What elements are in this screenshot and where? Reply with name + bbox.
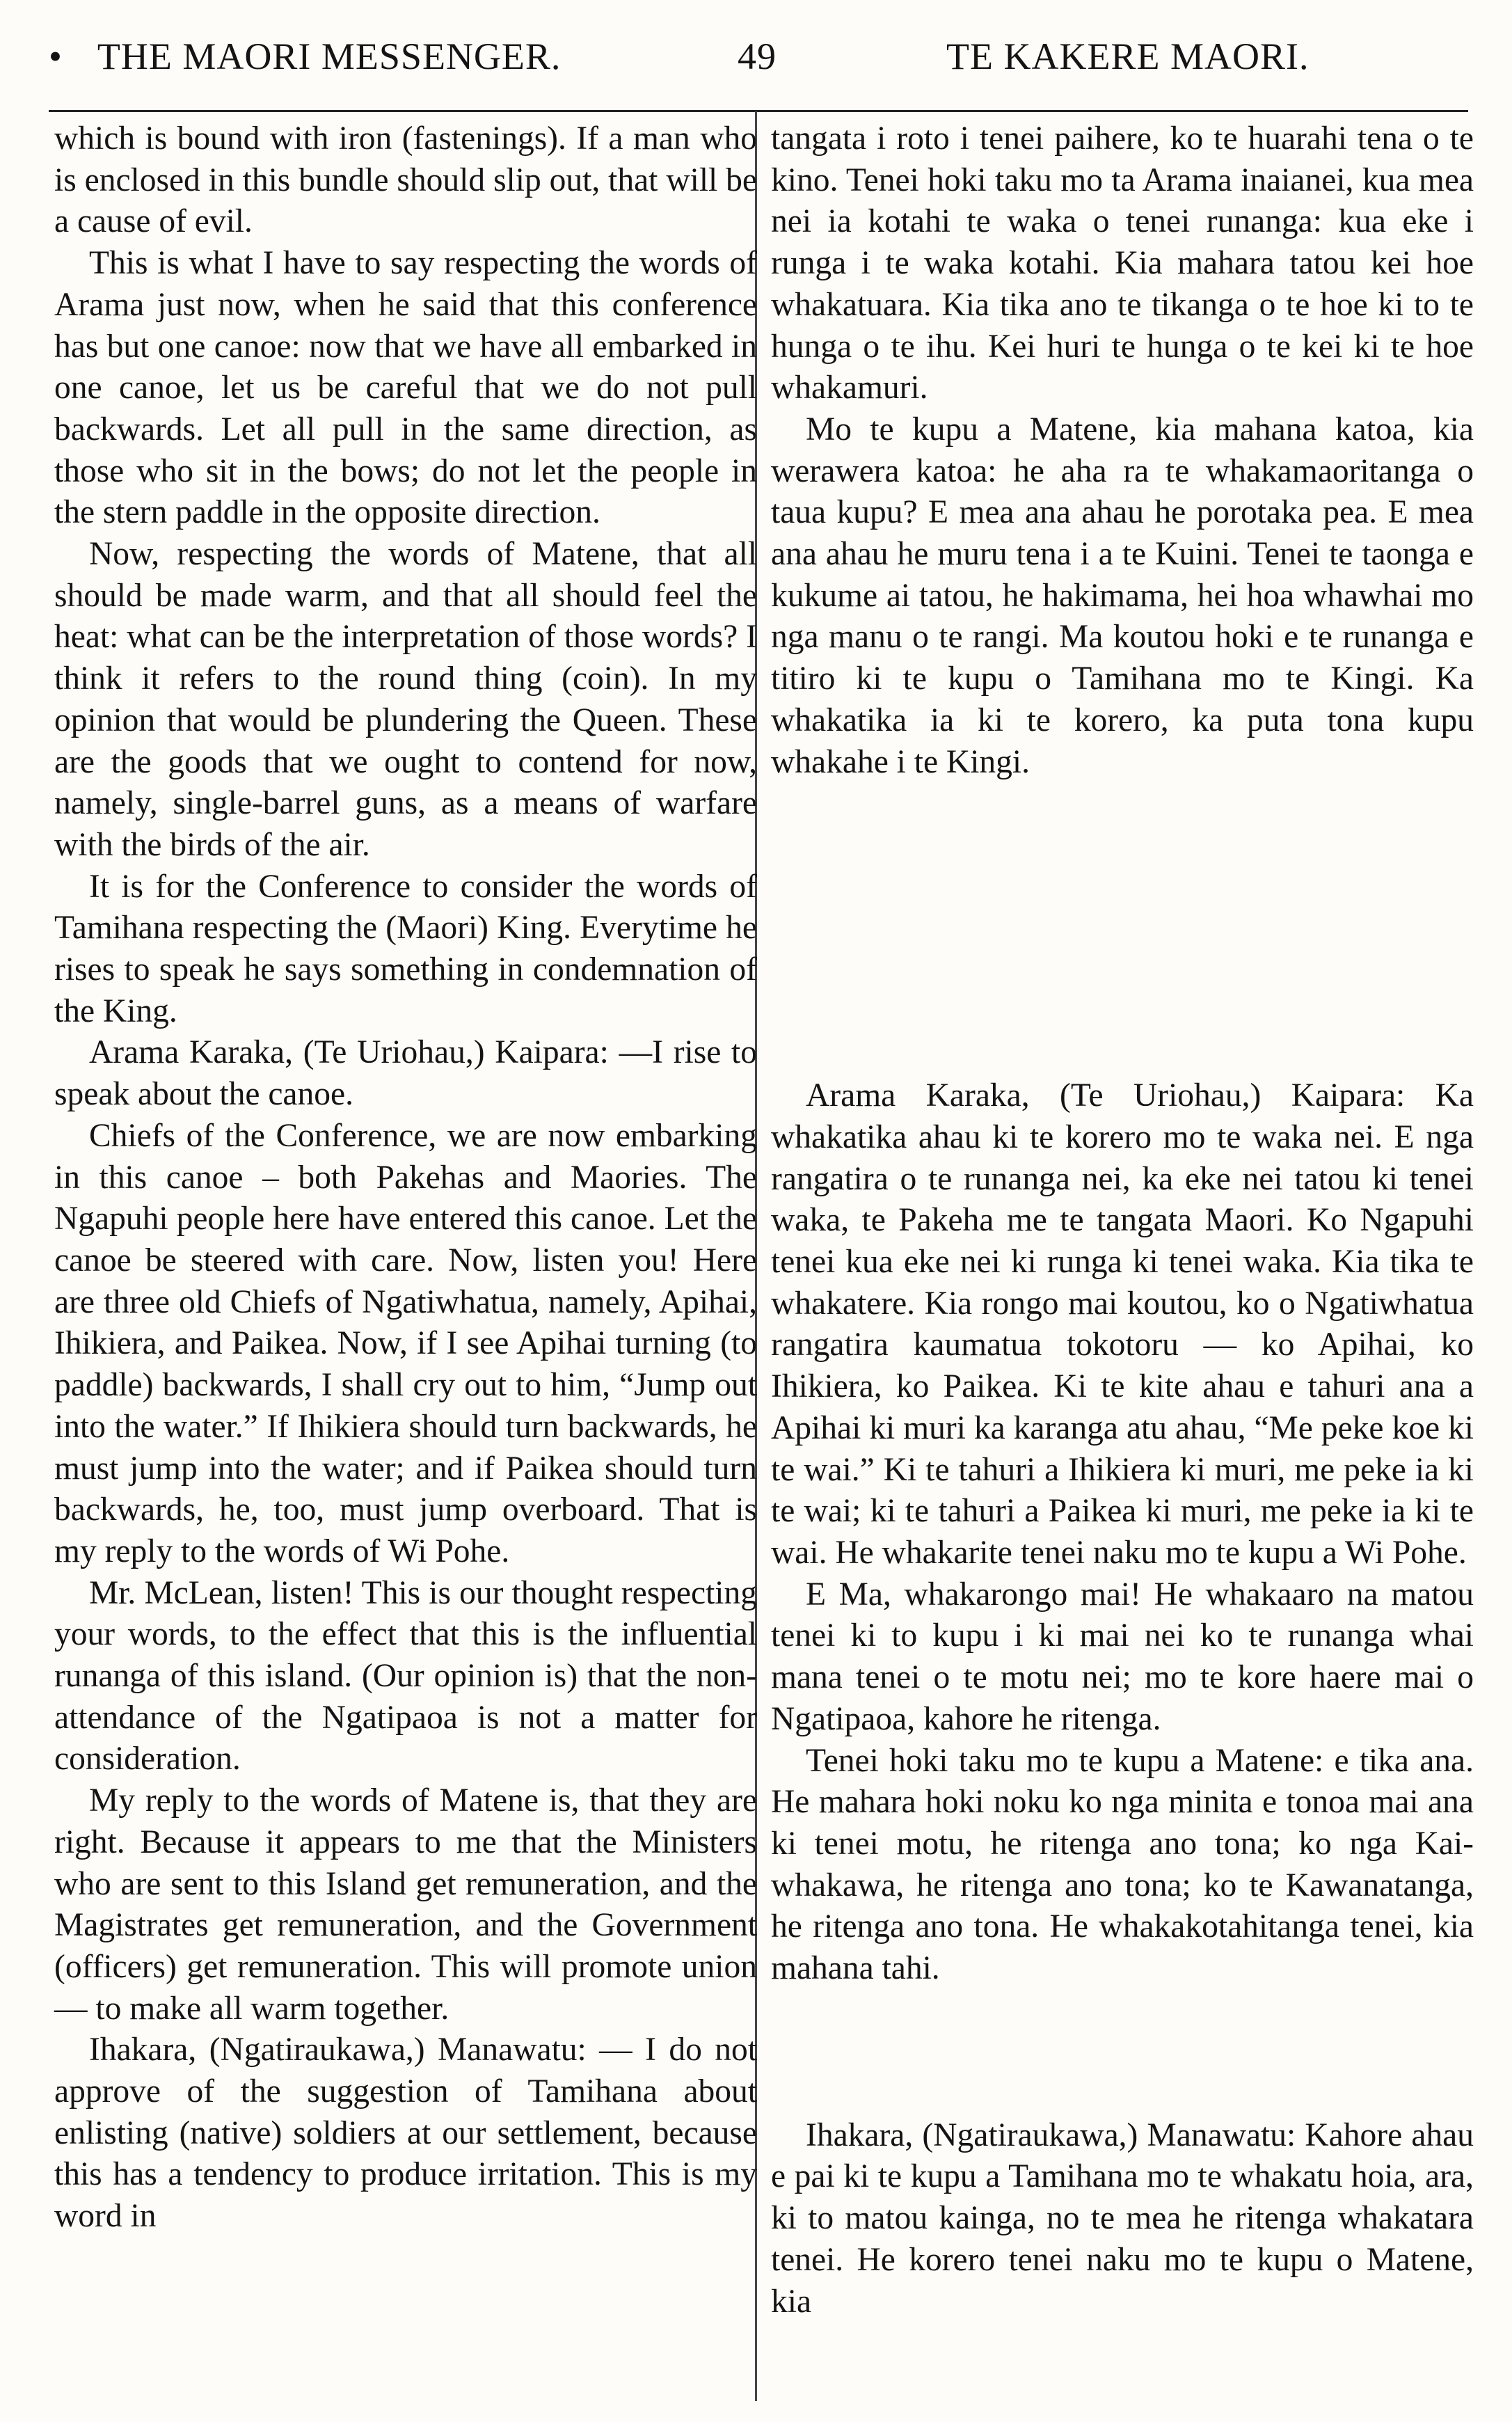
english-column <box>54 118 757 2238</box>
page-number: 49 <box>738 35 777 77</box>
header-bullet: • <box>49 35 63 77</box>
page-header <box>0 35 1512 90</box>
maori-paragraph-3: Arama Karaka, (Te Uriohau,) Kaipara: Ka whakatika ahau ki te korero mo te waka nei. E nga rangatira o te runanga nei, ka eke nei tatou ki tenei waka, te Pakeha me te tangata Maori. Ko Ngapuhi tenei kua eke nei ki runga ki tenei waka. Kia tika te whakatere. Kia rongo mai koutou, ko o Ngatiwhatua rangatira kaumatua tokotoru — ko Apihai, ko Ihikiera, ko Paikea. Ki te kite ahau e tahuri ana a Apihai ki muri ka karanga atu ahau, “Me peke koe ki te wai.” Ki te tahuri a Ihikiera ki muri, me peke ia ki te wai; ki te tahuri a Paikea ki muri, me peke ia ki te wai. He whakarite tenei naku mo te kupu a Wi Pohe. <box>771 1077 1474 1571</box>
english-paragraph-3: Now, respecting the words of Matene, that all should be made warm, and that all should feel the heat: what can be the interpretation of those words? I think it refers to the round thing (coin). In my opinion that would be plundering the Queen. These are the goods that we ought to contend for now, namely, single-barrel guns, as a means of warfare with the birds of the air. <box>54 536 757 863</box>
english-paragraph-7: Mr. McLean, listen! This is our thought respecting your words, to the effect that this is the influential runanga of this island. (Our opinion is) that the non-attendance of the Ngatipaoa is not a matter for consideration. <box>54 1574 757 1778</box>
left-title-text: THE MAORI MESSENGER. <box>97 35 562 77</box>
header-rule <box>49 110 1468 112</box>
english-paragraph-6: Chiefs of the Conference, we are now embarking in this canoe – both Pakehas and Maories. The Ngapuhi people here have entered this canoe. Let the canoe be steered with care. Now, listen you! Here are three old Chiefs of Ngatiwhatua, namely, Apihai, Ihikiera, and Paikea. Now, if I see Apihai turning (to paddle) backwards, I shall cry out to him, “Jump out into the water.” If Ihikiera should turn backwards, he must jump into the water; and if Paikea should turn backwards, he, too, must jump overboard. That is my reply to the words of Wi Pohe. <box>54 1117 757 1569</box>
maori-paragraph-4: E Ma, whakarongo mai! He whakaaro na matou tenei ki to kupu i ki mai nei ko te runanga whai mana tenei o te motu nei; mo te kore haere mai o Ngatipaoa, kahore he ritenga. <box>771 1576 1474 1737</box>
english-paragraph-5: Arama Karaka, (Te Uriohau,) Kaipara: —I rise to speak about the canoe. <box>54 1034 757 1113</box>
english-paragraph-2: This is what I have to say respecting the words of Arama just now, when he said that this conference has but one canoe: now that we have all embarked in one canoe, let us be careful that we do not pull backwards. Let all pull in the same direction, as those who sit in the bows; do not let the people in the stern paddle in the opposite direction. <box>54 245 757 531</box>
maori-paragraph-2: Mo te kupu a Matene, kia mahana katoa, kia werawera katoa: he aha ra te whakamaoritanga o taua kupu? E mea ana ahau he porotaka pea. E mea ana ahau he muru tena i a te Kuini. Tenei te taonga e kukume ai tatou, he hakimama, hei hoa whawhai mo nga manu o te rangi. Ma koutou hoki e te runanga e titiro ki te kupu o Tamihana mo te Kingi. Ka whakatika ia ki te korero, ka puta tona kupu whakahe i te Kingi. <box>771 411 1474 780</box>
maori-column <box>771 118 1474 2322</box>
english-paragraph-4: It is for the Conference to consider the words of Tamihana respecting the (Maori) King. Everytime he rises to speak he says something in condemnation of the King. <box>54 868 757 1029</box>
maori-paragraph-6: Ihakara, (Ngatiraukawa,) Manawatu: Kahore ahau e pai ki te kupu a Tamihana mo te whakatu hoia, ara, ki to matou kainga, no te mea he ritenga whakatara tenei. He korero tenei naku mo te kupu o Matene, kia <box>771 2116 1474 2320</box>
maori-paragraph-5: Tenei hoki taku mo te kupu a Matene: e tika ana. He mahara hoki noku ko nga minita e tonoa mai ana ki tenei motu, he ritenga ano tona; ko nga Kai-whakawa, he ritenga ano tona; ko te Kawanatanga, he ritenga ano tona. He whakakotahitanga tenei, kia mahana tahi. <box>771 1742 1474 1987</box>
maori-paragraph-1: tangata i roto i tenei paihere, ko te huarahi tena o te kino. Tenei hoki taku mo ta Arama inaianei, kua mea nei ia kotahi te waka o tenei runanga: kua eke i runga i te waka kotahi. Kia mahara tatou kei hoe whakatuara. Kia tika ano te tikanga o te hoe ki to te hunga o te ihu. Kei huri te hunga o te kei ki te hoe whakamuri. <box>771 120 1474 406</box>
left-running-title <box>49 35 561 78</box>
english-paragraph-1: which is bound with iron (fastenings). If a man who is enclosed in this bundle should slip out, that will be a cause of evil. <box>54 120 757 240</box>
english-paragraph-9: Ihakara, (Ngatiraukawa,) Manawatu: — I do not approve of the suggestion of Tamihana about enlisting (native) soldiers at our settlement, because this has a tendency to produce irritation. This is my word in <box>54 2032 757 2235</box>
right-running-title: TE KAKERE MAORI. <box>946 35 1310 77</box>
english-paragraph-8: My reply to the words of Matene is, that they are right. Because it appears to me that the Ministers who are sent to this Island get remuneration, and the Magistrates get remuneration, and the Government (officers) get remuneration. This will promote union — to make all warm together. <box>54 1782 757 2027</box>
